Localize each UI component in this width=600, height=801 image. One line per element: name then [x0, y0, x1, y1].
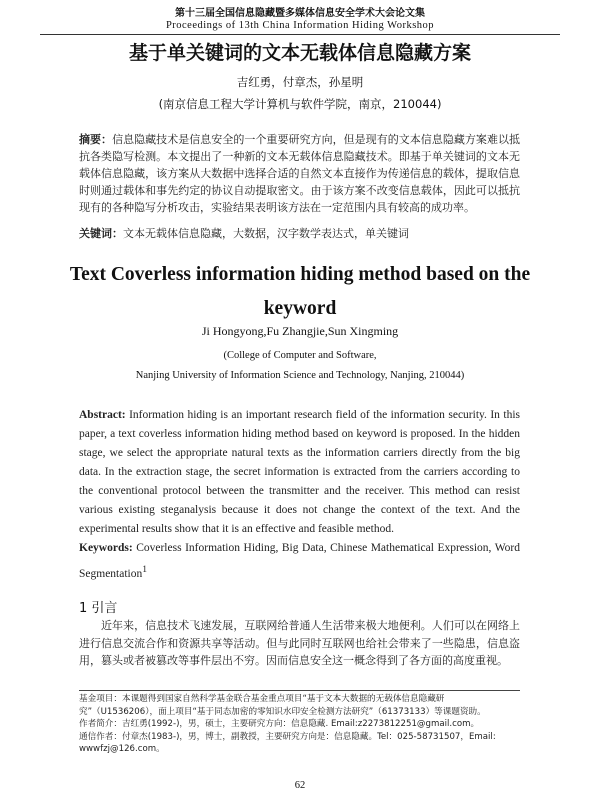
abstract-cn [79, 131, 520, 216]
keywords-cn-label: 关键词： [79, 227, 123, 240]
section-heading-introduction: 1 引言 [79, 601, 118, 616]
keywords-en [79, 538, 520, 585]
affiliation-en-line1: (College of Computer and Software, [223, 350, 377, 361]
footnote-author-intro: 作者简介：吉红勇(1992-)，男，硕士，主要研究方向：信息隐藏. Email:z2273812251@gmail.com。 [79, 719, 480, 730]
abstract-cn-label: 摘要： [79, 133, 113, 146]
affiliation-en [0, 346, 600, 386]
footnote-divider [79, 690, 520, 691]
footnote-fund: 基金项目：本课题得到国家自然科学基金联合基金重点项目“基于文本大数据的无载体信息隐藏研究”（U1536206），面上项目“基于同态加密的零知识水印安全检测方法研究”（61373133）等课题资助。 [79, 694, 486, 717]
running-header-en: Proceedings of 13th China Information Hiding Workshop [165, 20, 435, 31]
keywords-en-text: Coverless Information Hiding, Big Data, Chinese Mathematical Expression, Word Segmentation [79, 542, 520, 580]
paper-title-cn: 基于单关键词的文本无载体信息隐藏方案 [128, 42, 471, 64]
abstract-en [79, 406, 520, 539]
keywords-cn-text: 文本无载体信息隐藏，大数据，汉字数学表达式，单关键词 [123, 227, 409, 240]
abstract-en-text: Information hiding is an important research field of the information security. In this paper, a text coverless information hiding method based on keyword is proposed. In the hidden stage, we select the appropriate natural texts as the information carriers directly from the big data. In the extraction stage, the secret information is extracted from the carriers according to the conventional protocol between the transmitter and the receiver. This method can resist various existing steganalysis because it does not change the context of the text. And the experimental results show that it is an effective and feasible method. [79, 409, 520, 535]
affiliation-cn: (南京信息工程大学计算机与软件学院，南京，210044) [158, 97, 442, 111]
keywords-en-label: Keywords: [79, 542, 133, 554]
footnote-marker: 1 [142, 564, 148, 575]
running-header-cn: 第十三届全国信息隐藏暨多媒体信息安全学术大会论文集 [175, 8, 425, 19]
abstract-cn-text: 信息隐藏技术是信息安全的一个重要研究方向，但是现有的文本信息隐藏方案难以抵抗各类隐写检测。本文提出了一种新的文本无载体信息隐藏技术。即基于单关键词的文本无载体信息隐藏，该方案从大数据中选择合适的自然文本直接作为传递信息的载体，提取信息时则通过载体和事先约定的协议自动提取密文。由于该方案不改变信息载体，因此可以抵抗现有的各种隐写分析攻击，实验结果表明该方法在一定范围内具有较高的成功率。 [79, 133, 520, 214]
authors-cn: 吉红勇，付章杰，孙星明 [236, 75, 364, 89]
abstract-en-label: Abstract: [79, 409, 126, 421]
running-header [0, 8, 600, 32]
header-divider [40, 34, 560, 35]
footnote-correspondence: 通信作者：付章杰(1983-)，男，博士，副教授，主要研究方向是：信息隐藏。Tel：025-58731507，Email: wwwfzj@126.com。 [79, 731, 496, 755]
authors-en: Ji Hongyong,Fu Zhangjie,Sun Xingming [201, 324, 399, 338]
introduction-paragraph: 近年来，信息技术飞速发展，互联网给普通人生活带来极大地便利。人们可以在网络上进行信息交流合作和资源共享等活动。但与此同时互联网也给社会带来了一些隐患，信息盗用，篡头或者被篡改等事件层出不穷。因而信息安全这一概念得到了各方面的高度重视。 [79, 619, 520, 667]
paper-title-en: Text Coverless information hiding method based on the keyword [69, 264, 531, 319]
footnotes [79, 693, 520, 756]
affiliation-en-line2: Nanjing University of Information Science and Technology, Nanjing, 210044) [135, 370, 465, 381]
keywords-cn [79, 225, 520, 242]
page-number: 62 [294, 780, 306, 791]
